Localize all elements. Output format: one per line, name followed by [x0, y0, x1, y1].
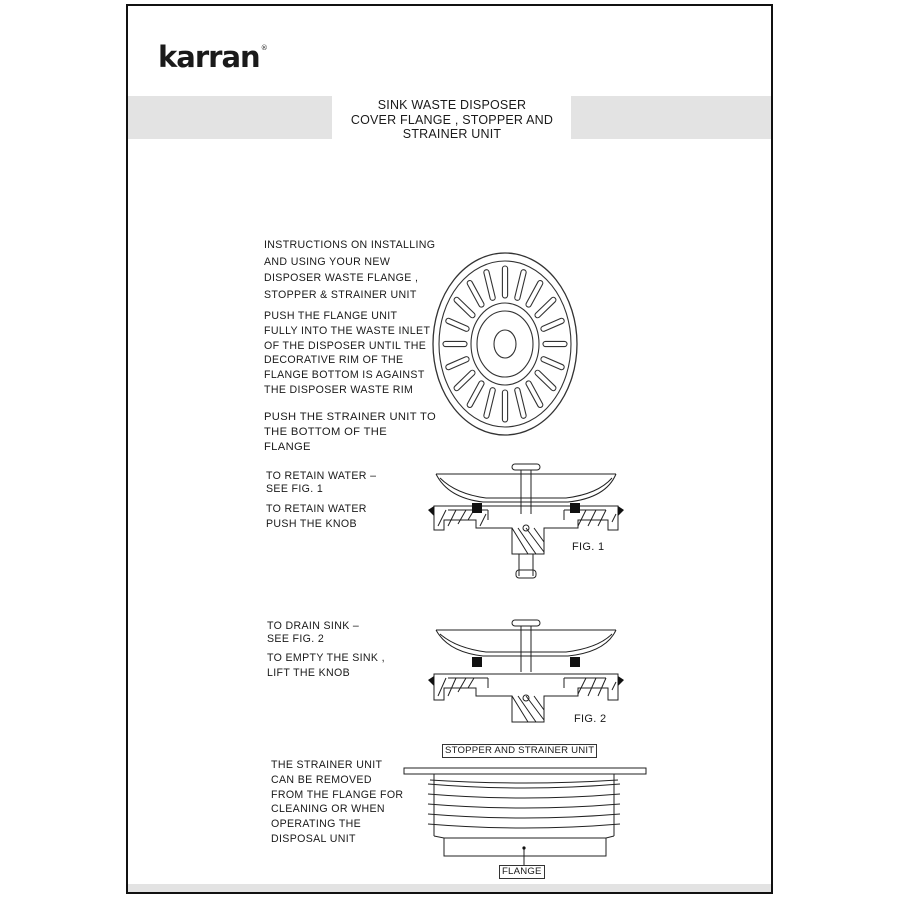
strainer-slot [534, 296, 557, 319]
strainer-slot [445, 318, 470, 333]
instruction-sheet [126, 4, 773, 894]
strainer-top-view [431, 249, 579, 439]
strainer-slot [445, 356, 470, 371]
flange-elevation-drawing [402, 766, 648, 866]
strainer-slot [543, 341, 567, 346]
strainer-slot [466, 280, 485, 308]
document-title: SINK WASTE DISPOSER COVER FLANGE , STOPPER AND STRAINER UNIT [350, 98, 554, 141]
retain-see-fig: TO RETAIN WATER – SEE FIG. 1 [266, 470, 377, 495]
strainer-slot [466, 380, 485, 408]
title-band-left [128, 96, 332, 139]
strainer-slot [514, 387, 526, 419]
drain-instructions: TO EMPTY THE SINK , LIFT THE KNOB [267, 652, 385, 679]
title-band-right [571, 96, 773, 139]
strainer-slot [453, 369, 476, 392]
strainer-slot [483, 387, 495, 419]
strainer-slot [453, 296, 476, 319]
strainer-slot [540, 356, 565, 371]
flange-instructions: PUSH THE FLANGE UNIT FULLY INTO THE WASTE INLET OF THE DISPOSER UNTIL THE DECORATIVE RIM OF THE FLANGE BOTTOM IS AGAINST THE DISPOSER WASTE RIM [264, 310, 431, 396]
fig1-section-drawing [428, 458, 628, 588]
strainer-slot [483, 269, 495, 301]
intro-text: INSTRUCTIONS ON INSTALLING AND USING YOUR NEW DISPOSER WASTE FLANGE , STOPPER & STRAINER UNIT [264, 239, 436, 301]
fig1-label: FIG. 1 [572, 541, 605, 553]
strainer-slot [540, 318, 565, 333]
removal-instructions: THE STRAINER UNIT CAN BE REMOVED FROM THE FLANGE FOR CLEANING OR WHEN OPERATING THE DISPOSAL UNIT [271, 759, 404, 845]
fig2-label: FIG. 2 [574, 713, 607, 725]
strainer-slot [443, 341, 467, 346]
drain-see-fig: TO DRAIN SINK – SEE FIG. 2 [267, 620, 360, 645]
flange-label: FLANGE [499, 865, 545, 879]
strainer-slot [502, 390, 507, 422]
stopper-strainer-label: STOPPER AND STRAINER UNIT [442, 744, 597, 758]
karran-logo: karran® [158, 40, 267, 74]
strainer-slot [514, 269, 526, 301]
strainer-instructions: PUSH THE STRAINER UNIT TO THE BOTTOM OF THE FLANGE [264, 411, 437, 453]
footer-band [128, 884, 773, 892]
strainer-slot [534, 369, 557, 392]
strainer-slot [502, 266, 507, 298]
retain-instructions: TO RETAIN WATER PUSH THE KNOB [266, 503, 367, 530]
strainer-slot [525, 380, 544, 408]
strainer-slot [525, 280, 544, 308]
